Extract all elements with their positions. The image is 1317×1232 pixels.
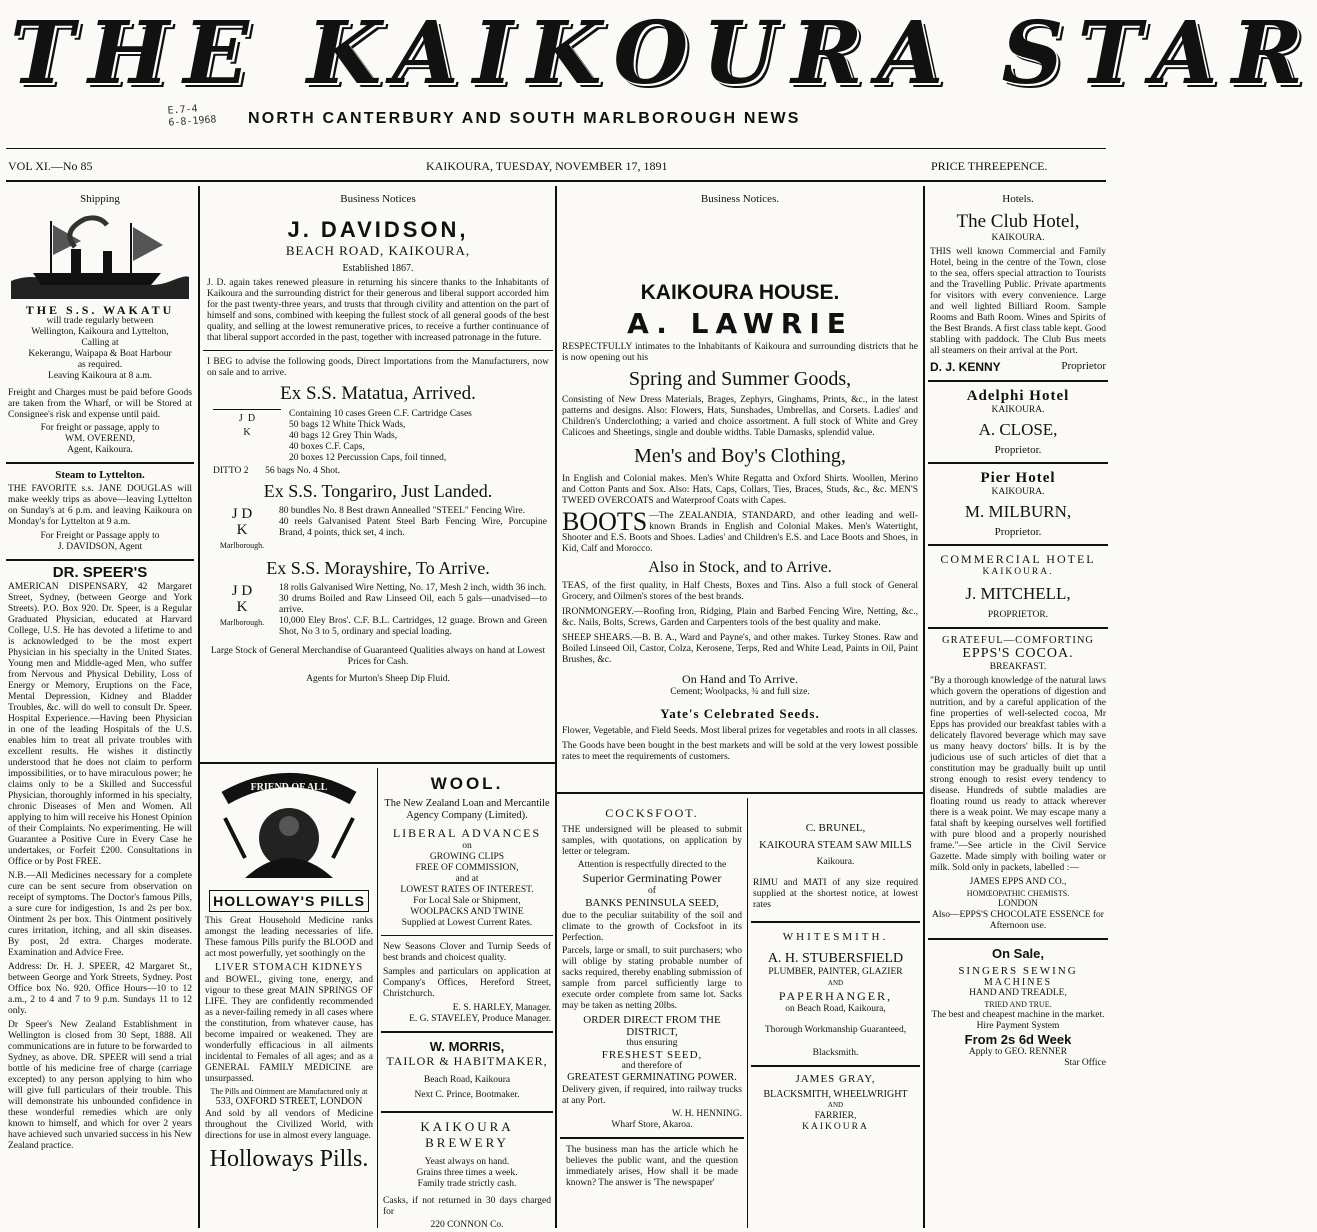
mens-clothing-body: In English and Colonial makes. Men's White Regatta and Oxford Shirts. Woollen, Merino and Cotton Pants and Sox. Also: Hats, Caps, Collars, Ties, Braces, Studs, &c., &c. MEN'S TWEED OVERCOATS and Waterproof Coats with Capes. bbox=[562, 474, 918, 506]
whitesmith-guarantee: Thorough Workmanship Guaranteed, bbox=[764, 1025, 907, 1035]
sale-apply: Apply to GEO. RENNER bbox=[968, 1047, 1068, 1057]
cocksfoot-greatest: GREATEST GERMINATING POWER. bbox=[567, 1072, 737, 1083]
tongariro-items bbox=[279, 506, 547, 554]
holloway-body: This Great Household Medicine ranks amongst the leading necessaries of life. These famous Pills purify the BLOOD and act most powerfully, yet soothingly on the bbox=[205, 916, 373, 959]
lawrie-intro: RESPECTFULLY intimates to the Inhabitants of Kaikoura and surrounding districts that he is now opening out his bbox=[562, 342, 918, 363]
sale-machines: MACHINES bbox=[983, 977, 1053, 988]
wool-samples: Samples and particulars on application at Company's Offices, Hereford Street, Christchurch. bbox=[383, 967, 551, 999]
cocksfoot-thus: thus ensuring bbox=[626, 1038, 678, 1048]
davidson-ad bbox=[203, 189, 553, 762]
gray-farrier: FARRIER, bbox=[814, 1111, 857, 1121]
spring-summer-heading: Spring and Summer Goods, bbox=[628, 368, 852, 390]
brewery-lines bbox=[383, 1157, 551, 1190]
cocksfoot-order: ORDER DIRECT FROM THE DISTRICT, bbox=[583, 1014, 721, 1038]
brand-letter: D bbox=[241, 583, 253, 599]
also-in-stock: Also in Stock, and to Arrive. bbox=[648, 559, 832, 576]
morris-trade: TAILOR & HABITMAKER, bbox=[386, 1054, 548, 1068]
lyttelton-title: Steam to Lyttelton. bbox=[55, 469, 145, 481]
wool-line: on bbox=[462, 841, 472, 851]
cocksfoot-title: COCKSFOOT. bbox=[605, 806, 699, 820]
brand-letter: J bbox=[238, 413, 243, 424]
divider bbox=[203, 350, 553, 351]
divider bbox=[928, 627, 1108, 629]
brand-mark bbox=[207, 583, 277, 638]
morris-next: Next C. Prince, Bootmaker. bbox=[414, 1090, 520, 1100]
divider bbox=[6, 559, 194, 561]
brand-letter: J bbox=[231, 583, 238, 599]
yates-seeds-body: Flower, Vegetable, and Field Seeds. Most liberal prizes for vegetables and roots in all classes. bbox=[562, 726, 918, 736]
divider bbox=[928, 462, 1108, 464]
holloway-ad bbox=[203, 768, 375, 1228]
established: Established 1867. bbox=[342, 263, 414, 274]
cargo-item: 40 reels Galvanised Patent Steel Barb Fencing Wire, Porcupine Brand, 4 points, thick set, 4 inch. bbox=[279, 517, 547, 538]
brewery-line: Grains three times a week. bbox=[416, 1168, 518, 1178]
cocksfoot-delivery: Delivery given, if required, into railway trucks at any Port. bbox=[562, 1085, 742, 1106]
holloway-sold: And sold by all vendors of Medicine throughout the Civilized World, with directions for use in almost every language. bbox=[205, 1109, 373, 1141]
tongariro-block bbox=[207, 506, 549, 554]
wool-seeds: New Seasons Clover and Turnip Seeds of best brands and choicest quality. bbox=[383, 942, 551, 963]
ship-morayshire: Ex S.S. Morayshire, To Arrive. bbox=[266, 558, 490, 578]
club-hotel-place: KAIKOURA. bbox=[991, 233, 1045, 243]
sheep-shears-notice: SHEEP SHEARS.—B. B. A., Ward and Payne's, and other makes. Turkey Stones. Raw and Boiled Linseed Oil, Castor, Colza, Kerosene, Terps, Red and White Lead, Paints in Oil, Paint Brushes, &c. bbox=[562, 633, 918, 665]
lawrie-name: A. LAWRIE bbox=[627, 307, 853, 340]
cement-line: Cement; Woolpacks, ¾ and full size. bbox=[670, 687, 810, 697]
cargo-item: 40 boxes C.F. Caps, bbox=[289, 442, 365, 452]
lawrie-ad bbox=[560, 189, 920, 787]
epps-maker: JAMES EPPS AND CO., bbox=[969, 877, 1067, 887]
cargo-item: 20 boxes 12 Percussion Caps, foil tinned, bbox=[289, 453, 447, 463]
sale-office: Star Office bbox=[1064, 1058, 1106, 1068]
morris-address: Beach Road, Kaikoura bbox=[423, 1075, 511, 1085]
holloway-label: HOLLOWAY'S PILLS bbox=[209, 890, 369, 912]
davidson-address: BEACH ROAD, KAIKOURA, bbox=[285, 243, 471, 258]
cocksfoot-of: of bbox=[648, 886, 656, 896]
volume-number: VOL XI.—No 85 bbox=[8, 159, 93, 173]
whitesmith-paper: PAPERHANGER, bbox=[778, 989, 893, 1003]
epps-chemists: HOMŒOPATHIC CHEMISTS. bbox=[966, 889, 1070, 898]
cocksfoot-therefore: and therefore of bbox=[621, 1061, 683, 1071]
divider bbox=[928, 544, 1108, 546]
boots-block bbox=[562, 507, 918, 555]
divider bbox=[928, 938, 1108, 940]
speer-address: Address: Dr. H. J. SPEER, 42 Margaret St., between George and York Streets, Sydney. Post Office box No. 920. Office Hours—10 to 12 a.m., 2 to 4 and 7 to 9 p.m. Sundays 11 to 12 only. bbox=[8, 962, 192, 1016]
whitesmith-blacksmith: Blacksmith. bbox=[812, 1048, 859, 1058]
brunel-place: Kaikoura. bbox=[816, 857, 855, 867]
brand-letter: J bbox=[231, 506, 238, 522]
whitesmith-address: on Beach Road, Kaikoura, bbox=[785, 1004, 886, 1014]
brunel-title: KAIKOURA STEAM SAW MILLS bbox=[759, 840, 912, 851]
matatua-block bbox=[207, 409, 549, 464]
ship-matatua: Ex S.S. Matatua, Arrived. bbox=[280, 383, 476, 404]
cargo-item: 80 bundles No. 8 Best drawn Annealled "STEEL" Fencing Wire. bbox=[279, 506, 525, 516]
wool-line: FREE OF COMMISSION, bbox=[415, 863, 519, 873]
club-hotel-title: The Club Hotel, bbox=[956, 211, 1080, 232]
brand-mark bbox=[207, 506, 277, 554]
wool-line: GROWING CLIPS bbox=[429, 852, 505, 862]
cocksfoot-ad bbox=[560, 798, 744, 1228]
column-divider bbox=[198, 186, 200, 1228]
section-rule bbox=[200, 762, 555, 764]
pier-place: KAIKOURA. bbox=[991, 487, 1045, 497]
marlborough-label: Marlborough. bbox=[219, 618, 265, 627]
holloway-manufactured: The Pills and Ointment are Manufactured only at bbox=[210, 1087, 368, 1096]
apply-text: For Freight or Passage apply to bbox=[40, 531, 160, 541]
ironmongery-notice: IRONMONGERY.—Roofing Iron, Ridging, Plain and Barbed Fencing Wire, Netting, &c., &c. Nails, Bolts, Screws, Garden and Carpenters tools of the best quality and make. bbox=[562, 607, 918, 628]
section-heading: Hotels. bbox=[1002, 193, 1034, 205]
davidson-beg: I BEG to advise the following goods, Direct Importations from the Manufacturers, now on sale and to arrive. bbox=[207, 357, 549, 378]
middle-ads bbox=[381, 768, 553, 1228]
divider bbox=[751, 921, 920, 923]
masthead-rule bbox=[6, 148, 1106, 149]
wool-line: WOOLPACKS AND TWINE bbox=[410, 907, 524, 917]
brand-letter: K bbox=[236, 599, 248, 615]
agent-role: Agent, Kaikoura. bbox=[67, 445, 133, 455]
adelphi-role: Proprietor. bbox=[994, 444, 1042, 456]
handwritten-annotation bbox=[167, 102, 217, 129]
brand-letter: D bbox=[247, 413, 256, 424]
cargo-item: 30 drums Boiled and Raw Linseed Oil, each 5 gals—unadvised—to arrive. bbox=[279, 594, 547, 615]
speer-body: AMERICAN DISPENSARY, 42 Margaret Street, Sydney, (between George and York Streets). P.O. Box 920. Dr. Speer, is a Regular Graduated Physician, educated at Harvard College, U.S. He has devoted a lifetime to and is acknowledged to be the most expert Physician in his specialty in the United States. Young men and Middle-aged Men, who suffer from Nervous and Physical Debility, Loss of Energy or Memory, Eruptions on the Face, Mental Depression, Kidney and Bladder Troubles, &c. will do well to consult Dr. Speer. Hospital Experience.—Having been Physician in one of the leading Hospitals of the U.S. enables him to treat all private troubles with excellent results. He wishes it distinctly understood that he does not claim to perform impossibilities, or to have miraculous power; he claims only to be a Skilled and Successful Physician, thoroughly informed in his specialty, chronic Diseases of Men and Women. All applying to him will receive his Honest Opinion of their Complaints. No experimenting. He will Guarantee a Positive Cure in Every Case he undertakes, or Forfeit £200. Consultations in Office or by Post FREE. bbox=[8, 582, 192, 867]
lawrie-consisting: Consisting of New Dress Materials, Brages, Zephyrs, Ginghams, Prints, &c., in the latest patterns and designs. Also: Flowers, Hats, Sunshades, Umbrellas, and Corsets. Ladies' and Children's Underclothing; a varied and choice assortment. A full stock of White and Grey Calicoes and Sheetings, single and double widths. Table Damasks, splendid value. bbox=[562, 395, 918, 438]
cocksfoot-henning: W. H. HENNING. bbox=[671, 1109, 742, 1119]
wool-lines bbox=[383, 841, 551, 929]
pier-title: Pier Hotel bbox=[980, 470, 1056, 486]
cocksfoot-due: due to the peculiar suitability of the soil and climate to the growth of Cocksfoot in its Perfection. bbox=[562, 911, 742, 943]
steamship-illustration bbox=[11, 211, 189, 299]
cocksfoot-intro: THE undersigned will be pleased to submit samples, with quotations, on application by letter or telegram. bbox=[562, 825, 742, 857]
wakatu-line: Leaving Kaikoura at 8 a.m. bbox=[48, 371, 152, 381]
brewery-footer: 220 CONNON Co. bbox=[430, 1220, 504, 1230]
divider bbox=[381, 1031, 553, 1033]
marlborough-label: Marlborough. bbox=[219, 541, 265, 550]
masthead bbox=[10, 3, 1317, 104]
issue-date: KAIKOURA, TUESDAY, NOVEMBER 17, 1891 bbox=[426, 159, 668, 173]
wool-line: Supplied at Lowest Current Rates. bbox=[401, 918, 533, 928]
brewery-line: Yeast always on hand. bbox=[424, 1157, 510, 1167]
pier-owner: M. MILBURN, bbox=[964, 502, 1072, 521]
epps-title: EPPS'S COCOA. bbox=[962, 646, 1074, 661]
matatua-items bbox=[289, 409, 547, 464]
column-hotels bbox=[928, 189, 1108, 1228]
ditto-item: 56 bags No. 4 Shot. bbox=[265, 466, 341, 476]
wakatu-notice bbox=[8, 305, 192, 456]
sale-tried: TRIED AND TRUE. bbox=[984, 1000, 1052, 1009]
wakatu-line: will trade regularly between bbox=[46, 316, 154, 326]
brewery-casks: Casks, if not returned in 30 days charged for bbox=[383, 1196, 551, 1217]
dateline bbox=[6, 157, 1106, 175]
wool-line: and at bbox=[455, 874, 479, 884]
cargo-item: 40 bags 12 Grey Thin Wads, bbox=[289, 431, 398, 441]
whitesmith-title: WHITESMITH. bbox=[782, 931, 889, 943]
gray-name: JAMES GRAY, bbox=[795, 1073, 876, 1085]
holloway-body: and BOWEL, giving tone, energy, and vigour to these great MAIN SPRINGS OF LIFE. They are confidently recommended as a never-failing remedy in all cases where the constitution, from whatever cause, has become impaired or weakened. They are wonderfully efficacious in all ailments incidental to Females of all ages; and as a GENERAL FAMILY MEDICINE are unsurpassed. bbox=[205, 975, 373, 1084]
club-hotel-owner: D. J. KENNY bbox=[930, 360, 1001, 374]
ship-tongariro: Ex S.S. Tongariro, Just Landed. bbox=[263, 481, 493, 501]
commercial-place: KAIKOURA. bbox=[982, 567, 1054, 577]
holloway-banner: FRIEND OF ALL bbox=[250, 782, 328, 793]
price: PRICE THREEPENCE. bbox=[931, 159, 1048, 173]
whitesmith-trades: PLUMBER, PAINTER, GLAZIER bbox=[768, 967, 903, 977]
agents-notice: Agents for Murton's Sheep Dip Fluid. bbox=[306, 674, 450, 684]
apply-text: For freight or passage, apply to bbox=[40, 423, 160, 433]
boots-heading: BOOTS bbox=[562, 507, 648, 536]
sale-singer: SINGERS SEWING bbox=[958, 965, 1078, 977]
business-man-quote: The business man has the article which he believes the public want, and the question immediately arises, How shall it be made known? The answer is 'The newspaper' bbox=[566, 1145, 738, 1188]
cargo-item: 18 rolls Galvanised Wire Netting, No. 17, Mesh 2 inch, width 36 inch. bbox=[279, 583, 547, 593]
sale-hire: Hire Payment System bbox=[976, 1021, 1060, 1031]
agent-name: J. DAVIDSON, Agent bbox=[57, 542, 143, 552]
wool-company: The New Zealand Loan and Mercantile Agency Company (Limited). bbox=[384, 798, 550, 821]
brand-letter: K bbox=[243, 427, 251, 438]
section-heading: Business Notices. bbox=[700, 193, 780, 205]
wakatu-line: Calling at bbox=[81, 338, 119, 348]
lawrie-closing: The Goods have been bought in the best markets and will be sold at the very lowest possible rates to meet the requirements of customers. bbox=[562, 741, 918, 762]
masthead-title: THE KAIKOURA STAR bbox=[10, 3, 1317, 104]
sale-best: The best and cheapest machine in the market. bbox=[931, 1010, 1105, 1020]
cargo-item: 10,000 Eley Bros'. C.F. B.L. Cartridges, 12 guage. Brown and Green Shot, No 3 to 5, ordinary and special loading. bbox=[279, 616, 547, 637]
cargo-item: 50 bags 12 White Thick Wads, bbox=[289, 420, 406, 430]
wool-manager: E. G. STAVELEY, Produce Manager. bbox=[409, 1014, 551, 1024]
freight-notice: Freight and Charges must be paid before Goods are taken from the Wharf, or will be Stored at Consignee's risk and expense until paid. bbox=[8, 388, 192, 420]
pier-role: Proprietor. bbox=[994, 526, 1042, 538]
cocksfoot-parcels: Parcels, large or small, to suit purchasers; who will oblige by stating probable number of sacks required, thereby enabling submission of sample from parcel sufficiently large to execute order complete from same lot. Sacks may be taken as netting 20lbs. bbox=[562, 946, 742, 1011]
club-hotel-body: THIS well known Commercial and Family Hotel, being in the centre of the Town, close to the sea, offers special attraction to Tourists and the Travelling Public. Private apartments for visitors with every convenience. Large and well lighted Billiard Room. Sample Rooms and Bath Room. Wines and Spirits of the Best Brands. A first class table kept. Good stabling with paddock. The Club Bus meets all steamers on their arrival at the Port. bbox=[930, 247, 1106, 356]
cocksfoot-wharf: Wharf Store, Akaroa. bbox=[611, 1120, 693, 1130]
morris-name: W. MORRIS, bbox=[429, 1039, 505, 1054]
epps-head: GRATEFUL—COMFORTING bbox=[942, 635, 1094, 646]
speer-nz: Dr Speer's New Zealand Establishment in Wellington is closed from 30 Sept, 1888. All communications are in future to be forwarded to Sydney, as above. DR. SPEER will send a trial bottle of his medicine free of charge (carriage excepted) to any person applying to him who will give full particulars of their trouble. This will demonstrate his unbounded confidence in these wonderful remedies which are only known to himself, and which for over 2 years have achieved such unvaried success in his New Zealand practice. bbox=[8, 1020, 192, 1151]
commercial-owner: J. MITCHELL, bbox=[965, 584, 1071, 603]
gray-and: AND bbox=[827, 1101, 844, 1109]
cocksfoot-power: Superior Germinating Power bbox=[582, 871, 722, 885]
sale-title: On Sale, bbox=[991, 946, 1045, 961]
brand-letter: D bbox=[241, 506, 253, 522]
divider bbox=[381, 935, 553, 936]
epps-also: Also—EPPS'S CHOCOLATE ESSENCE for Afternoon use. bbox=[932, 910, 1104, 931]
whitesmith-and: AND bbox=[827, 979, 844, 987]
davidson-name: J. DAVIDSON, bbox=[287, 217, 469, 242]
morayshire-items bbox=[279, 583, 547, 638]
section-rule bbox=[557, 792, 923, 794]
brand-mark bbox=[207, 409, 287, 440]
cocksfoot-attention: Attention is respectfully directed to the bbox=[577, 860, 727, 870]
column-divider bbox=[555, 186, 557, 1228]
stock-notice: Large Stock of General Merchandise of Guaranteed Qualities always on hand at Lowest Prices for Cash. bbox=[210, 646, 546, 667]
cocksfoot-seed: BANKS PENINSULA SEED, bbox=[585, 897, 719, 909]
brewery-title: KAIKOURA BREWERY bbox=[420, 1119, 514, 1150]
brunel-body: RIMU and MATI of any size required supplied at the shortest notice, at lowest rates bbox=[753, 878, 918, 910]
brand-letter: K bbox=[236, 522, 248, 538]
speer-ad bbox=[8, 564, 192, 1152]
boots-body: —The ZEALANDIA, STANDARD, and other leading and well-known Brands in English and Colonial Makes. Men's Watertight, Shooter and E.S. Boots and Shoes. Ladies' and Children's E.S. and Lace Boots and Shoes, in Kid, Calf and Morocco. bbox=[562, 511, 918, 554]
speer-title: DR. SPEER'S bbox=[52, 564, 148, 581]
epps-sub: BREAKFAST. bbox=[989, 662, 1047, 672]
divider bbox=[751, 1065, 920, 1067]
divider bbox=[381, 1111, 553, 1113]
adelphi-title: Adelphi Hotel bbox=[966, 388, 1070, 404]
lyttelton-body: THE FAVORITE s.s. JANE DOUGLAS will make weekly trips as above—leaving Lyttelton on Sunday's at 6 p.m. and leaving Kaikoura on Monday's for Lyttelton at 9 a.m. bbox=[8, 484, 192, 527]
lyttelton-notice bbox=[8, 470, 192, 553]
column-divider bbox=[923, 186, 925, 1228]
brewery-line: Family trade strictly cash. bbox=[417, 1179, 517, 1189]
cocksfoot-fresh: FRESHEST SEED, bbox=[601, 1049, 703, 1061]
masthead-subtitle: NORTH CANTERBURY AND SOUTH MARLBOROUGH NEWS bbox=[248, 110, 801, 127]
club-hotel-owner-row bbox=[930, 360, 1106, 374]
holloway-footer: Holloways Pills. bbox=[209, 1146, 369, 1172]
holloway-organs: LIVER STOMACH KIDNEYS bbox=[214, 962, 364, 973]
section-heading: Business Notices bbox=[340, 193, 416, 205]
speer-nb: N.B.—All Medicines necessary for a complete cure can be sent secure from observation on receipt of symptoms. The Doctor's famous Pills, a sure cure for indigestion, 1s and 2s per box. Ointment 2s per box. This Ointment positively cures irritation, itching, and all skin diseases. By post, 2d extra. Charges moderate. Examination and Advice Free. bbox=[8, 871, 192, 958]
section-heading: Shipping bbox=[80, 193, 120, 205]
epps-body: "By a thorough knowledge of the natural laws which govern the operations of digestion and nutrition, and by a careful application of the fine properties of well-selected cocoa, Mr Epps has provided our breakfast tables with a delicately flavored beverage which may save us many heavy doctors' bills. It is by the judicious use of such articles of diet that a constitution may be gradually built up until strong enough to resist every tendency to disease. Hundreds of subtle maladies are floating round us ready to attack wherever there is a weak point. We may escape many a fatal shaft by keeping ourselves well fortified with pure blood and a properly nourished frame."—See article in the Civil Service Gazette. Made simply with boiling water or milk. Sold only in packets, labelled :— bbox=[930, 676, 1106, 873]
commercial-title: COMMERCIAL HOTEL bbox=[940, 552, 1096, 566]
wool-manager: E. S. HARLEY, Manager. bbox=[452, 1003, 551, 1013]
club-hotel-role: Proprietor bbox=[1061, 360, 1106, 372]
agent-name: WM. OVEREND, bbox=[65, 434, 135, 444]
teas-notice: TEAS, of the first quality, in Half Chests, Boxes and Tins. Also a full stock of General Grocery, and Oilmen's stores of the best brands. bbox=[562, 581, 918, 602]
column-divider bbox=[747, 798, 748, 1228]
handwritten-line: E.7-4 bbox=[167, 103, 199, 117]
ditto-line bbox=[213, 466, 543, 477]
holloway-address: 533, OXFORD STREET, LONDON bbox=[215, 1096, 363, 1107]
wakatu-line: Kekerangu, Waipapa & Boat Harbour bbox=[28, 349, 172, 359]
divider bbox=[928, 380, 1108, 382]
adelphi-owner: A. CLOSE, bbox=[978, 420, 1058, 439]
gray-place: KAIKOURA bbox=[802, 1122, 869, 1132]
divider bbox=[6, 462, 194, 464]
yates-seeds-heading: Yate's Celebrated Seeds. bbox=[660, 706, 820, 721]
wool-title: WOOL. bbox=[430, 774, 504, 793]
right-middle-ads bbox=[751, 798, 920, 1228]
ditto-label: DITTO 2 bbox=[213, 466, 249, 476]
holloway-illustration bbox=[205, 768, 373, 888]
column-shipping bbox=[6, 189, 194, 1228]
wakatu-line: Wellington, Kaikoura and Lyttelton, bbox=[31, 327, 169, 337]
wool-line: LOWEST RATES OF INTEREST. bbox=[400, 885, 534, 895]
morayshire-block bbox=[207, 583, 549, 638]
davidson-intro: J. D. again takes renewed pleasure in returning his sincere thanks to the Inhabitants of Kaikoura and the surrounding district for their generous and liberal support accorded him for the past twenty-three years, and trusts that through civility and attention on the part of himself and sons, combined with keeping the fullest stock of all general goods of the best quality, and selling at the lowest remunerative prices, to receive a further continuance of that liberal support accorded in the past, together with increased patronage in the future. bbox=[207, 278, 549, 343]
gray-trade: BLACKSMITH, WHEELWRIGHT bbox=[763, 1089, 908, 1100]
sale-price: From 2s 6d Week bbox=[964, 1032, 1072, 1047]
whitesmith-name: A. H. STUBERSFIELD bbox=[767, 951, 904, 966]
brunel-name: C. BRUNEL, bbox=[805, 822, 866, 834]
handwritten-line: 6-8-1968 bbox=[168, 114, 217, 129]
dateline-rule bbox=[6, 180, 1106, 182]
on-hand-heading: On Hand and To Arrive. bbox=[682, 672, 798, 686]
wakatu-title: THE S.S. WAKATU bbox=[25, 303, 175, 317]
divider bbox=[560, 1137, 744, 1139]
sale-hand: HAND AND TREADLE, bbox=[969, 988, 1067, 998]
mens-clothing-heading: Men's and Boy's Clothing, bbox=[634, 445, 846, 467]
kaikoura-house-title: KAIKOURA HOUSE. bbox=[640, 281, 840, 304]
wool-advances: LIBERAL ADVANCES bbox=[392, 826, 542, 840]
adelphi-place: KAIKOURA. bbox=[991, 405, 1045, 415]
commercial-role: PROPRIETOR. bbox=[987, 610, 1049, 620]
wakatu-line: as required. bbox=[77, 360, 123, 370]
wool-line: For Local Sale or Shipment, bbox=[413, 896, 521, 906]
column-divider bbox=[377, 768, 378, 1228]
cargo-item: Containing 10 cases Green C.F. Cartridge Cases bbox=[289, 409, 472, 419]
epps-city: LONDON bbox=[997, 899, 1039, 909]
